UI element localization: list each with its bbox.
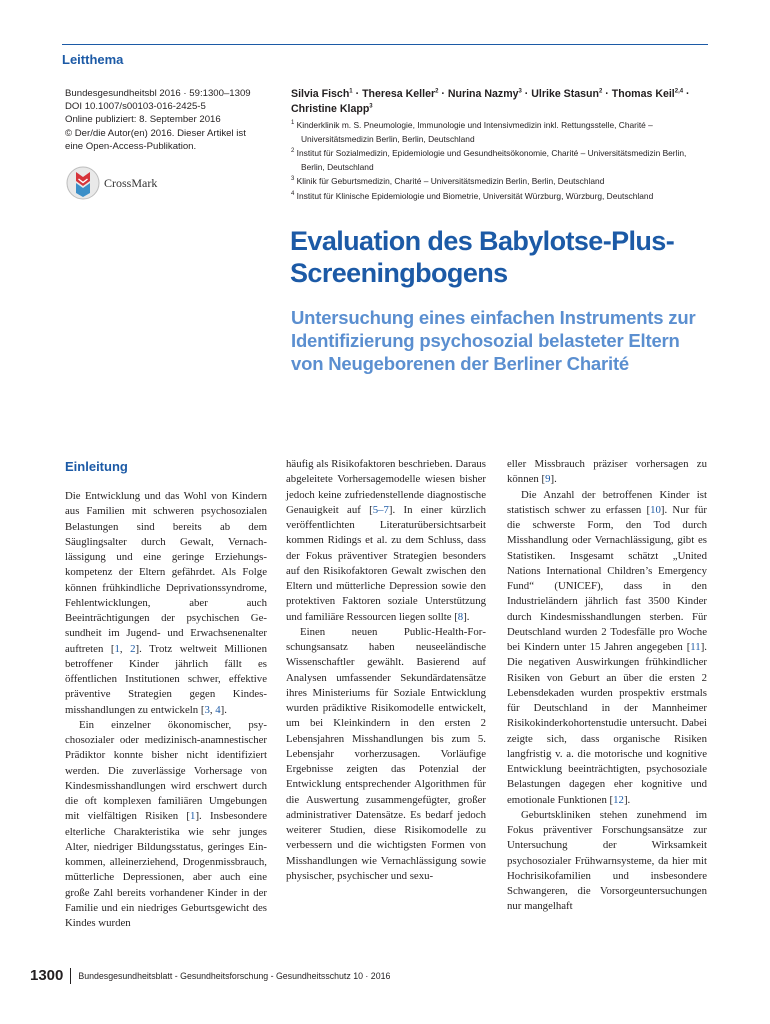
- body-text: Einen neuen Public-Health-Forschungsansatz haben neuseeländische Wissenschaftler gewählt. Basierend auf Analysen umfassender Sekundärdatensätze ihres Ministeriums für Soziale Entwicklung wurden prädiktive Risikomodelle entwickelt, um bei Kleinkindern in den ersten 2 Lebensjahren Misshandlungen bis zum 5. Lebensjahr vorherzusagen. Vorläufige Ergebnisse zeigten das Potenzial der Entwicklung entsprechender Algorithmen für die Auswertung zusammengefügter, großer administrativer Datensätze. Es bedarf jedoch weiterer Studien, diese Risikomodelle zu verbessern und die wichtigsten Formen von Misshandlungen wie Vernachlässigung sowie physischer, psychischer und sexu-: [286, 625, 486, 882]
- affiliation: [291, 190, 711, 204]
- article-title: Evaluation des Babylotse-Plus-Screeningbogens: [290, 226, 675, 288]
- affiliation-text: Institut für Sozialmedizin, Epidemiologie und Gesundheitsökonomie, Charité – Universitätsmedizin Berlin, Berlin, Deutschland: [296, 148, 687, 172]
- paragraph: [286, 625, 486, 884]
- author-affiliation-mark: 1: [349, 88, 353, 95]
- page-footer: [30, 967, 390, 984]
- meta-line: eine Open-Access-Publikation.: [65, 140, 197, 152]
- affiliation: [291, 147, 711, 174]
- author-separator: ·: [521, 88, 532, 100]
- body-text: ]. Nur für die schwerste Form, den Tod durch Misshandlung oder Vernachlässigung, gibt es Statistiken. Insgesamt schätzt „United Nations International Children’s Emergency Fund“ (UNICEF), dass in den Industrieländern jährlich fast 3500 Kinder durch Kindesmisshandlungen sterben. Für Deutschland wurden 2 Todesfälle pro Woche bei Kindern unter 15 Jahren angegeben [: [507, 503, 707, 653]
- body-text: Die Anzahl der betroffenen Kinder ist statistisch schwer zu erfassen [: [507, 488, 707, 516]
- paragraph: [286, 457, 486, 625]
- affiliation-text: Institut für Klinische Epidemiologie und Biometrie, Universität Würzburg, Würzburg, Deutschland: [296, 190, 654, 201]
- affiliation: [291, 119, 711, 146]
- body-text: ]. Trotz weltweit Millionen betroffener Kinder jährlich fällt es öffentlichen Institutionen schwer, effektive präventive Strategien gegen Kindesmisshandlungen zu entwickeln [: [65, 642, 267, 716]
- body-text: Die Entwicklung und das Wohl von Kindern aus Familien mit schweren psychosozialen Belastungen sind bereits ab dem Säuglingsalter durch Gewalt, Vernachlässigung und eine geringe Erziehungskompetenz der Eltern gefährdet. Als Folge können frühkindliche Deprivationssyndrome, Fehlentwicklungen, aber auch Beeinträchtigungen der psychischen Gesundheit im Jugend- und Erwachsenenalter auftreten [: [65, 490, 267, 655]
- author-affiliation-mark: 3: [369, 102, 373, 109]
- body-text: ].: [550, 473, 557, 486]
- author-name: Thomas Keil: [611, 88, 675, 100]
- author-separator: ·: [352, 88, 363, 100]
- crossmark-label: CrossMark: [104, 175, 158, 190]
- citation-link[interactable]: 4: [215, 703, 221, 716]
- affiliation-text: Kinderklinik m. S. Pneumologie, Immunologie und Intensivmedizin inkl. Rettungsstelle, Charité – Universitätsmedizin Berlin, Berlin, Deutschland: [296, 120, 653, 144]
- meta-line: DOI 10.1007/s00103-016-2425-5: [65, 101, 206, 113]
- section-heading: Einleitung: [65, 459, 128, 474]
- paragraph: [507, 457, 707, 488]
- author-name: Christine Klapp: [291, 102, 370, 115]
- crossmark-badge[interactable]: [66, 166, 157, 200]
- citation-link[interactable]: 1: [190, 810, 196, 823]
- article-subtitle: Untersuchung eines einfachen Instruments zur Identifizierung psychosozial belasteter Eltern von Neugeborenen der Berliner Charité: [291, 307, 696, 374]
- citation-link[interactable]: 2: [130, 642, 136, 655]
- paragraph: [507, 488, 707, 808]
- author-name: Silvia Fisch: [291, 88, 350, 100]
- affiliation-number: 4: [291, 191, 295, 198]
- affiliation-number: 2: [291, 148, 295, 155]
- journal-name: Bundesgesundheitsblatt - Gesundheitsforschung - Gesundheitsschutz 10 · 2016: [78, 970, 391, 981]
- body-text: ].: [623, 793, 631, 806]
- page-number: 1300: [30, 967, 64, 984]
- affiliation-text: Klinik für Geburtsmedizin, Charité – Universitätsmedizin Berlin, Berlin, Deutschland: [296, 176, 605, 187]
- meta-line: Bundesgesundheitsbl 2016 · 59:1300–1309: [65, 88, 251, 99]
- author-affiliation-mark: 2: [599, 88, 603, 95]
- author-name: Ulrike Stasun: [531, 88, 599, 100]
- affiliations: [291, 119, 711, 205]
- body-text: ]. In einer kürzlich veröffentlichten Literaturübersichtsarbeit kommen Ridings et al. zu dem Schluss, dass der Fokus präventiver Strategien besonders auf den Risikofaktoren Gewalt zwischen den Eltern und mütterliche Depression sowie den protektiven Faktoren soziale Unterstützung und familiäre Ressourcen liegen sollte [: [286, 503, 487, 623]
- body-text: ,: [119, 642, 131, 655]
- paragraph: [65, 718, 267, 932]
- text-column-1: [65, 489, 267, 931]
- citation-link[interactable]: 9: [545, 473, 551, 486]
- meta-line: © Der/die Autor(en) 2016. Dieser Artikel ist: [65, 127, 246, 139]
- author-affiliation-mark: 2: [435, 88, 439, 95]
- body-text: eller Missbrauch präziser vorhersagen zu können [: [507, 458, 707, 486]
- footer-divider: [70, 968, 71, 984]
- text-column-2: [286, 457, 486, 884]
- body-text: ]. Die negativen Auswirkungen frühkindlicher Risiken von Geburt an über die ersten 2 Lebensdekaden wurden prospektiv erstmals für Deutschland in der Mannheimer Risikokinderkohortenstudie untersucht. Dabei zeigte sich, dass organische Risiken langfristig v. a. die motorische und kognitive Entwicklung beeinträchtigten, psychosoziale Belastungen dagegen eher kognitive und emotionale Funktionen [: [507, 641, 707, 806]
- author-separator: ·: [683, 88, 690, 100]
- crossmark-icon: [66, 166, 100, 200]
- citation-link[interactable]: 3: [204, 703, 210, 716]
- affiliation: [291, 175, 711, 189]
- author-separator: ·: [602, 88, 612, 100]
- body-text: häufig als Risikofaktoren beschrieben. Daraus abgeleitete Vorhersagemodelle wiesen bisher jedoch keine zufriedenstellende diagnostische Genauigkeit auf [: [286, 458, 486, 516]
- citation-link[interactable]: 1: [114, 642, 120, 655]
- author-name: Nurina Nazmy: [447, 88, 519, 100]
- citation-link[interactable]: 5–7: [372, 503, 389, 516]
- citation-link[interactable]: 12: [613, 793, 624, 806]
- author-affiliation-mark: 2,4: [674, 88, 684, 95]
- author-list: [291, 87, 711, 116]
- citation-link[interactable]: 8: [457, 610, 464, 623]
- citation-link[interactable]: 10: [650, 503, 661, 516]
- paragraph: [65, 489, 267, 718]
- body-text: ]. Insbesondere elterliche Charakteristika wie sehr junges Alter, niedriger Bildungsstatus, geringes Einkommen, alleinerziehend, Drogenmissbrauch, mütterliche Depressionen, aber auch eine große Zahl bereits vorhandener Kinder in der Familie und ein niedriges Geburtsgewicht des Kindes wurden: [65, 810, 267, 929]
- header-rule: [62, 44, 708, 67]
- body-text: ].: [220, 703, 227, 716]
- author-name: Theresa Keller: [362, 88, 436, 100]
- author-separator: ·: [438, 88, 448, 100]
- affiliation-number: 1: [291, 120, 295, 127]
- citation-link[interactable]: 11: [690, 641, 701, 653]
- body-text: Geburtskliniken stehen zunehmend im Fokus präventiver Forschungsansätze zur Untersuchung der Wirksamkeit psychosozialer Frühwarnsysteme, da hier mit Hochrisikofamilien und insbesondere Schwangeren, die Vorsorgeuntersuchungen nur mangelhaft: [507, 808, 707, 913]
- section-label: Leitthema: [62, 52, 124, 67]
- meta-line: Online publiziert: 8. September 2016: [65, 114, 221, 126]
- body-text: ].: [463, 610, 470, 623]
- text-column-3: [507, 457, 707, 915]
- paragraph: [507, 808, 707, 915]
- author-affiliation-mark: 3: [518, 88, 522, 95]
- affiliation-number: 3: [291, 176, 295, 183]
- body-text: ,: [209, 703, 216, 716]
- publication-meta: [65, 87, 270, 153]
- body-text: Ein einzelner ökonomischer, psychosozialer oder medizinisch-anamnestischer Prädiktor konnte bisher nicht identifiziert werden. Die zuverlässige Vorhersage von Kindesmisshandlungen wird erschwert durch die oft komplexen familiären Umgebungen mit vielfältigen Risiken [: [65, 718, 267, 823]
